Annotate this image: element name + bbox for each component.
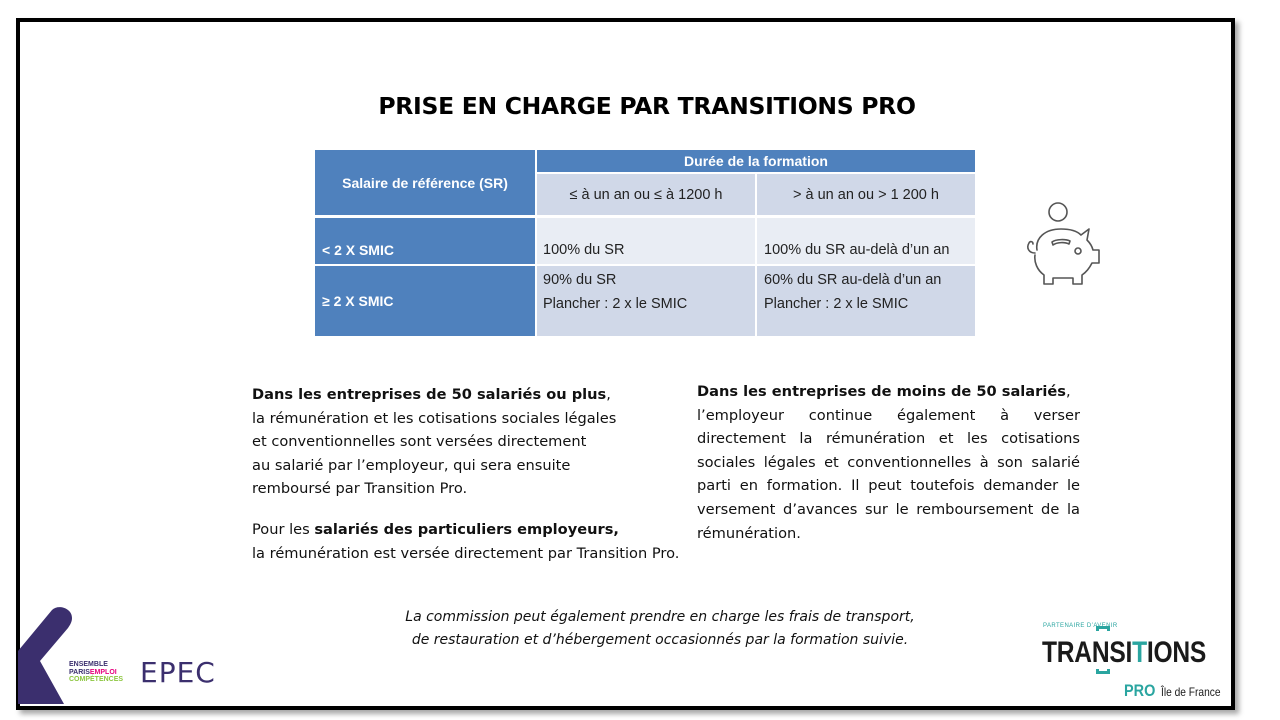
paragraph-line: la rémunération et les cotisations sociales légales bbox=[252, 409, 617, 427]
paragraph-line: et conventionnelles sont versées directement bbox=[252, 433, 587, 451]
epec-logo-mark: EPEC bbox=[140, 656, 216, 689]
paragraph-line: la rémunération est versée directement par Transition Pro. bbox=[252, 544, 680, 562]
small-companies-paragraph: Dans les entreprises de moins de 50 salariés, l’employeur continue également à verser directement la rémunération et les cotisations sociales légales et conventionnelles à son salarié parti en formation. Il peut toutefois demander le versement d’avances sur le remboursement de la rémunération. bbox=[697, 383, 1080, 542]
paragraph-line: au salarié par l’employeur, qui sera ensuite bbox=[252, 456, 571, 474]
epec-swoosh-logo bbox=[18, 606, 78, 706]
logo-tagline: PARTENAIRE D’AVENIR bbox=[1043, 623, 1118, 629]
cell-line: Plancher : 2 x le SMIC bbox=[764, 296, 909, 312]
header-salaire-reference: Salaire de référence (SR) bbox=[315, 150, 535, 215]
cell-above-2-smic-long bbox=[757, 266, 975, 336]
cell-line: Plancher : 2 x le SMIC bbox=[543, 296, 688, 312]
logo-bracket-top bbox=[1096, 626, 1110, 631]
logo-wordmark: TRANSITIONS bbox=[1042, 636, 1207, 669]
private-employers-paragraph: Pour les salariés des particuliers employeurs, la rémunération est versée directement par Transition Pro. bbox=[252, 518, 752, 565]
cell-line: 60% du SR au-delà d’un an bbox=[764, 272, 942, 288]
paragraph-line: remboursé par Transition Pro. bbox=[252, 480, 468, 498]
cell-line: 100% du SR bbox=[543, 242, 625, 258]
slide-title: PRISE EN CHARGE PAR TRANSITIONS PRO bbox=[378, 92, 916, 120]
large-companies-heading: Dans les entreprises de 50 salariés ou plus bbox=[252, 386, 607, 403]
logo-pro: PRO bbox=[1124, 681, 1156, 700]
header-long-duration: > à un an ou > 1 200 h bbox=[757, 174, 975, 215]
cell-below-2-smic-long bbox=[757, 218, 975, 264]
footnote-line: de restauration et d’hébergement occasionnés par la formation suivie. bbox=[411, 632, 909, 648]
cell-below-2-smic-short bbox=[537, 218, 755, 264]
transitions-pro-logo bbox=[1040, 622, 1230, 707]
header-short-duration: ≤ à un an ou ≤ à 1200 h bbox=[537, 174, 755, 215]
cell-line: 90% du SR bbox=[543, 272, 617, 288]
logo-region: Île de France bbox=[1161, 685, 1221, 699]
header-duree-formation: Durée de la formation bbox=[537, 150, 975, 172]
row-label-above-2-smic: ≥ 2 X SMIC bbox=[315, 266, 535, 336]
large-companies-paragraph: Dans les entreprises de 50 salariés ou plus, la rémunération et les cotisations sociales légales et conventionnelles sont versées directement au salarié par l’employeur, qui sera ensuite remboursé par Transition Pro. bbox=[252, 383, 722, 501]
row-label-below-2-smic: < 2 X SMIC bbox=[315, 218, 535, 264]
private-employers-heading: salariés des particuliers employeurs, bbox=[314, 521, 619, 538]
small-companies-body: l’employeur continue également à verser directement la rémunération et les cotisations sociales légales et conventionnelles à son salarié parti en formation. Il peut toutefois demander le versement d’avances sur le remboursement de la rémunération. bbox=[697, 406, 1080, 542]
small-companies-heading: Dans les entreprises de moins de 50 salariés bbox=[697, 383, 1066, 400]
footnote bbox=[360, 606, 960, 652]
piggy-bank-icon bbox=[1015, 198, 1105, 290]
cell-line: 100% du SR au-delà d’un an bbox=[764, 242, 950, 258]
logo-bracket-bottom bbox=[1096, 669, 1110, 674]
epec-wordmark: ENSEMBLE PARISEMPLOI COMPÉTENCES bbox=[69, 661, 124, 683]
cell-above-2-smic-short bbox=[537, 266, 755, 336]
footnote-line: La commission peut également prendre en charge les frais de transport, bbox=[405, 609, 915, 625]
coverage-table bbox=[315, 150, 975, 336]
